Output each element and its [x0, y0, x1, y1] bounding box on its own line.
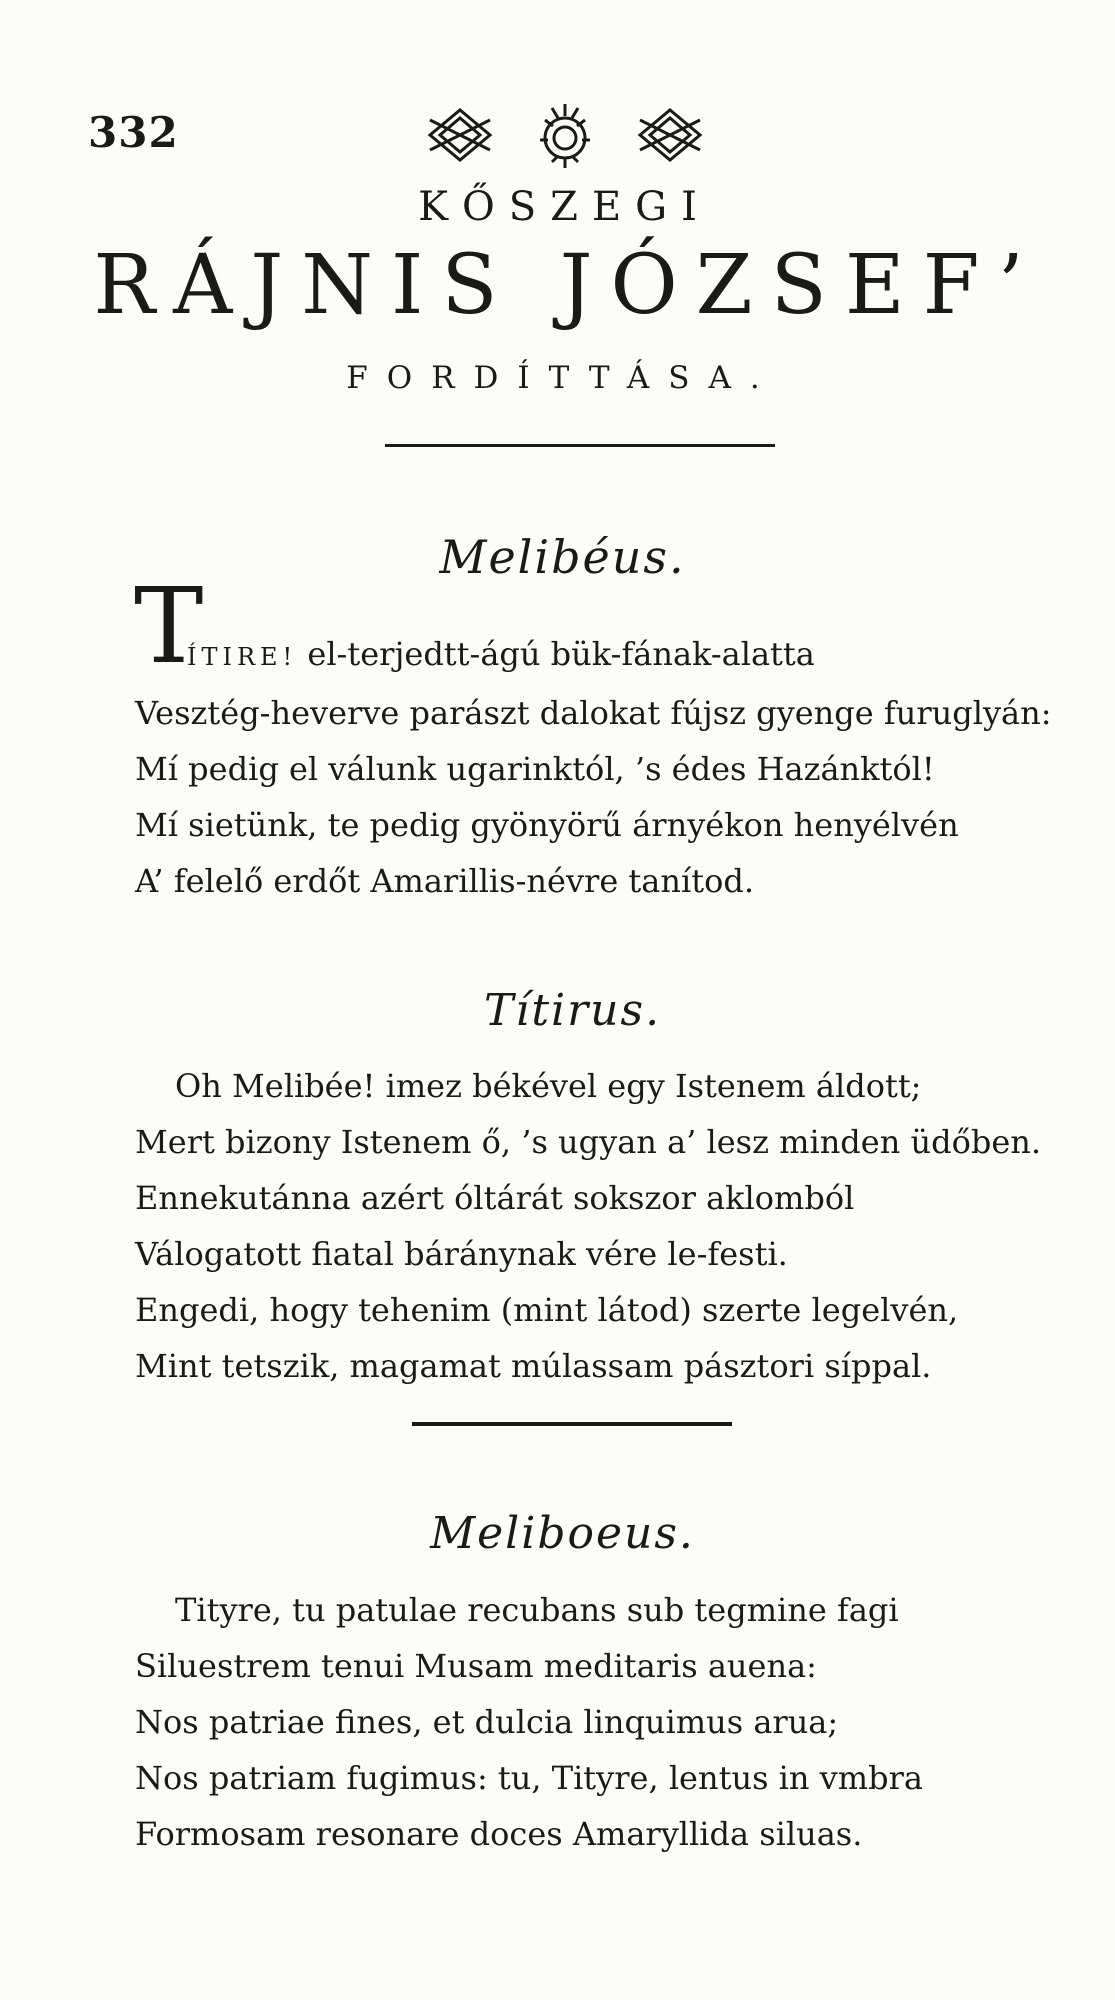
verse-line: Nos patriae fines, et dulcia linquimus arua;: [135, 1703, 839, 1741]
verse-line: Engedi, hogy tehenim (mint látod) szerte legelvén,: [135, 1291, 959, 1329]
verse-line-text: el-terjedtt-ágú bük-fának-alatta: [297, 635, 815, 673]
verse-line: Oh Melibée! imez békével egy Istenem áldott;: [175, 1067, 922, 1105]
verse-line: [135, 626, 1055, 685]
verse-line: Ennekutánna azért óltárát sokszor aklomból: [135, 1179, 855, 1217]
verse-block-hungarian-1: [135, 626, 1055, 909]
drop-cap: T: [134, 565, 204, 687]
verse-block-latin: [135, 1582, 1055, 1862]
verse-line: Tityre, tu patulae recubans sub tegmine fagi: [175, 1591, 899, 1629]
first-word-small-caps: ÍTIRE!: [187, 643, 298, 671]
fleuron-ornament-icon: [420, 100, 710, 170]
verse-line: Mert bizony Istenem ő, ’s ugyan a’ lesz minden üdőben.: [135, 1123, 1042, 1161]
verse-block-hungarian-2: [135, 1058, 1055, 1394]
verse-line: Mí sietünk, te pedig gyönyörű árnyékon henyélvén: [135, 806, 959, 844]
top-divider: [385, 444, 775, 447]
author-name: RÁJNIS JÓZSEF’: [93, 238, 1042, 333]
verse-line: Siluestrem tenui Musam meditaris auena:: [135, 1647, 817, 1685]
speaker-heading-titirus: Títirus.: [483, 985, 662, 1036]
verse-line: A’ felelő erdőt Amarillis-névre tanítod.: [135, 862, 754, 900]
author-origin: KŐSZEGI: [418, 184, 711, 230]
page-number: 332: [88, 108, 179, 157]
verse-line: Nos patriam fugimus: tu, Tityre, lentus in vmbra: [135, 1759, 923, 1797]
speaker-heading-melibeus: Melibéus.: [439, 530, 686, 584]
verse-line: Vesztég-heverve parászt dalokat fújsz gyenge furuglyán:: [135, 694, 1052, 732]
verse-line: Válogatott fiatal báránynak vére le-festi.: [135, 1235, 788, 1273]
speaker-heading-meliboeus: Meliboeus.: [430, 1508, 695, 1559]
middle-divider: [412, 1422, 732, 1426]
verse-line: Mí pedig el válunk ugarinktól, ’s édes Hazánktól!: [135, 750, 935, 788]
verse-line: Mint tetszik, magamat múlassam pásztori síppal.: [135, 1347, 932, 1385]
translation-heading: FORDÍTTÁSA.: [346, 360, 779, 396]
verse-line: Formosam resonare doces Amaryllida siluas.: [135, 1815, 863, 1853]
